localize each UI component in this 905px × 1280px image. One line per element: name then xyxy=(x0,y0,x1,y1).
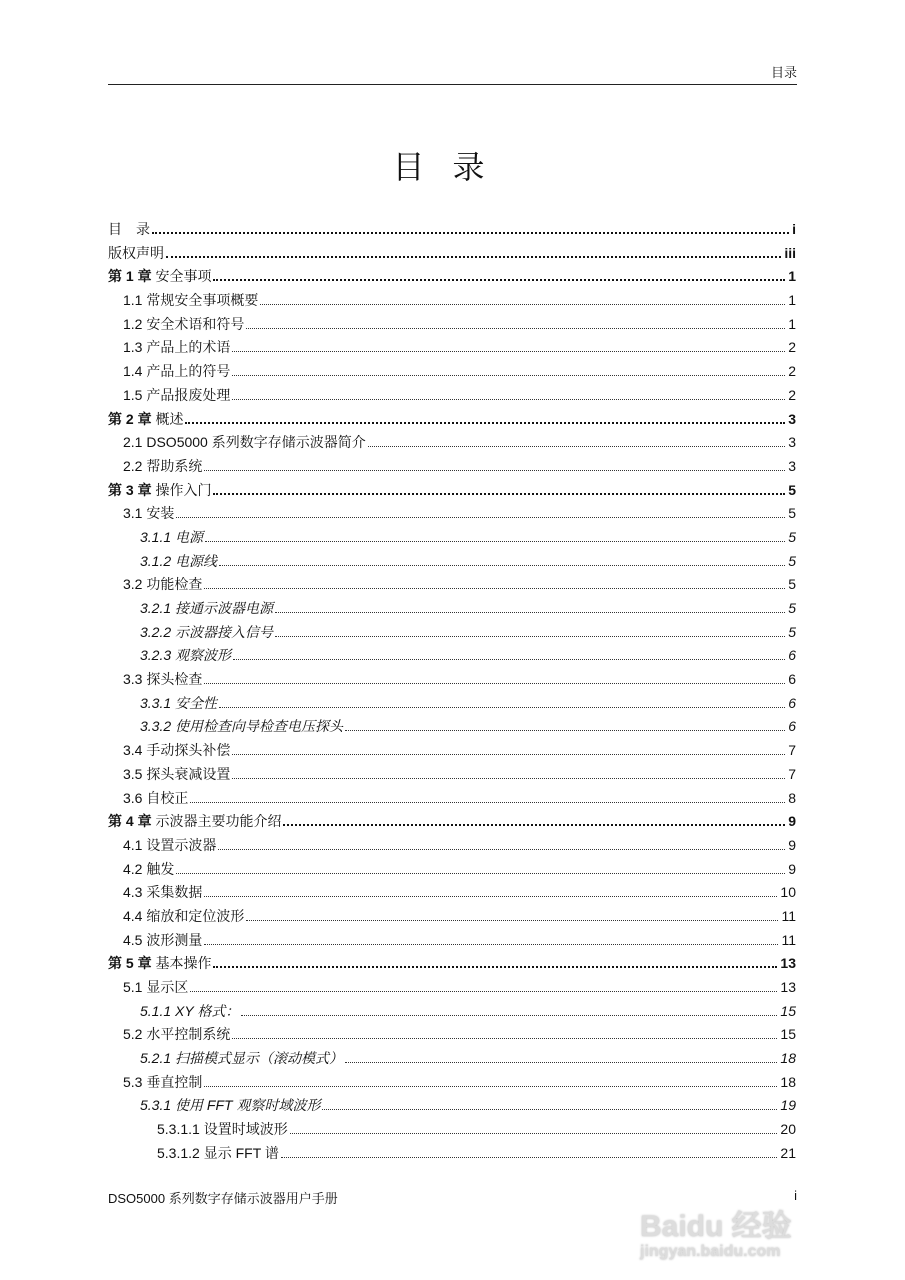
toc-entry-number: 1.1 xyxy=(123,292,143,309)
toc-entry-text: 安全性 xyxy=(175,694,218,711)
toc-entry-text: 扫描模式显示（滚动模式） xyxy=(175,1050,344,1067)
toc-entry-text: 安全术语和符号 xyxy=(146,315,245,332)
toc-entry-page: 18 xyxy=(780,1073,796,1090)
toc-entry-page: 1 xyxy=(788,315,796,332)
toc-entry-page: 3 xyxy=(788,410,796,427)
toc-entry-label xyxy=(140,1095,321,1115)
toc-entry-text: 电源线 xyxy=(175,552,218,569)
dot-leader xyxy=(246,920,778,921)
toc-entry[interactable] xyxy=(108,788,796,812)
dot-leader xyxy=(213,493,785,495)
toc-entry-page: 5 xyxy=(788,481,796,498)
toc-entry-number: 3.1.2 xyxy=(140,552,172,569)
dot-leader xyxy=(275,612,785,613)
toc-entry-label xyxy=(123,456,203,476)
toc-entry[interactable] xyxy=(108,953,796,977)
toc-entry-number: 2.2 xyxy=(123,457,143,474)
toc-entry-number: 5.2 xyxy=(123,1026,143,1043)
toc-entry-number: 5.3.1.1 xyxy=(157,1121,200,1138)
toc-entry-number: 2.1 xyxy=(123,434,143,451)
toc-entry-number: 第 3 章 xyxy=(108,481,152,498)
toc-entry-label xyxy=(108,266,212,286)
toc-entry-number: 3.2.1 xyxy=(140,600,172,616)
toc-entry-label xyxy=(123,930,203,950)
toc-entry-text: 触发 xyxy=(146,860,175,877)
toc-entry-label xyxy=(123,669,203,689)
toc-entry-text: XY 格式： xyxy=(175,1002,240,1019)
toc-entry-label xyxy=(123,764,231,784)
dot-leader xyxy=(218,849,785,850)
toc-entry-label xyxy=(123,361,231,381)
dot-leader xyxy=(233,659,785,660)
toc-entry[interactable] xyxy=(108,551,796,575)
toc-entry-text: 水平控制系统 xyxy=(146,1026,231,1043)
toc-entry[interactable] xyxy=(108,645,796,669)
dot-leader xyxy=(283,824,785,826)
toc-entry-label xyxy=(140,1048,344,1068)
toc-entry-page: 1 xyxy=(788,268,796,285)
toc-entry[interactable] xyxy=(108,598,796,622)
toc-entry-page: 8 xyxy=(788,789,796,806)
toc-entry[interactable] xyxy=(108,1048,796,1072)
toc-entry-page: 7 xyxy=(788,742,796,759)
toc-entry[interactable] xyxy=(108,1072,796,1096)
toc-entry-number: 第 4 章 xyxy=(108,813,152,830)
toc-entry-text: 产品上的符号 xyxy=(146,363,231,380)
dot-leader xyxy=(204,588,785,589)
dot-leader xyxy=(213,966,777,968)
toc-entry-page: 20 xyxy=(780,1121,796,1138)
toc-entry-page: 2 xyxy=(788,339,796,356)
toc-entry-number: 5.1.1 xyxy=(140,1002,172,1019)
dot-leader xyxy=(368,446,785,447)
dot-leader xyxy=(204,470,785,471)
toc-entry-page: 5 xyxy=(788,600,796,616)
dot-leader xyxy=(232,778,785,779)
toc-entry[interactable] xyxy=(108,527,796,551)
dot-leader xyxy=(232,1038,777,1039)
toc-entry-label xyxy=(108,243,165,263)
toc-entry[interactable] xyxy=(108,314,796,338)
dot-leader xyxy=(204,1086,777,1087)
toc-entry-text: DSO5000 系列数字存储示波器简介 xyxy=(146,434,366,451)
toc-entry-text: 使用 FFT 观察时域波形 xyxy=(175,1097,321,1114)
toc-entry-text: 目 录 xyxy=(108,221,150,237)
toc-entry-number: 5.3.1.2 xyxy=(157,1144,200,1161)
dot-leader xyxy=(232,375,785,376)
toc-entry-number: 5.1 xyxy=(123,979,143,995)
page-footer xyxy=(108,1188,797,1207)
dot-leader xyxy=(281,1157,778,1158)
toc-entry-text: 使用检查向导检查电压探头 xyxy=(175,718,344,735)
dot-leader xyxy=(290,1133,778,1134)
toc-entry-text: 示波器主要功能介绍 xyxy=(155,813,282,830)
toc-entry-label xyxy=(140,527,204,547)
toc-entry[interactable] xyxy=(108,882,796,906)
toc-entry-label xyxy=(123,314,245,334)
toc-entry[interactable] xyxy=(108,1095,796,1119)
table-of-contents xyxy=(108,219,796,1167)
toc-entry-text: 自校正 xyxy=(146,789,189,806)
toc-entry-page: i xyxy=(792,221,796,237)
toc-entry-label xyxy=(123,574,203,594)
toc-entry-label xyxy=(123,859,175,879)
toc-entry[interactable] xyxy=(108,669,796,693)
toc-entry-page: 15 xyxy=(780,1026,796,1043)
toc-entry-page: 9 xyxy=(788,813,796,830)
dot-leader xyxy=(190,991,777,992)
toc-entry-number: 3.2.3 xyxy=(140,647,172,664)
toc-entry[interactable] xyxy=(108,337,796,361)
dot-leader xyxy=(185,422,785,424)
dot-leader xyxy=(260,304,785,305)
dot-leader xyxy=(241,1015,777,1016)
toc-entry-page: 9 xyxy=(788,860,796,877)
toc-entry-text: 设置示波器 xyxy=(146,836,217,853)
toc-entry-text: 安全事项 xyxy=(155,268,212,285)
toc-entry-page: 5 xyxy=(788,576,796,593)
toc-entry[interactable] xyxy=(108,1001,796,1025)
toc-entry[interactable] xyxy=(108,409,796,433)
toc-entry-label xyxy=(140,551,218,571)
baidu-watermark xyxy=(640,1212,792,1260)
footer-title: DSO5000 系列数字存储示波器用户手册 xyxy=(108,1191,338,1206)
toc-entry-number: 第 2 章 xyxy=(108,410,152,427)
dot-leader xyxy=(345,1062,777,1063)
toc-entry-number: 4.5 xyxy=(123,931,143,948)
dot-leader xyxy=(322,1109,777,1110)
toc-entry-number: 4.4 xyxy=(123,907,143,924)
toc-entry-text: 基本操作 xyxy=(155,955,212,972)
toc-entry[interactable] xyxy=(108,835,796,859)
dot-leader xyxy=(219,707,785,708)
toc-entry[interactable] xyxy=(108,693,796,717)
toc-entry-text: 探头衰减设置 xyxy=(146,765,231,782)
toc-entry[interactable] xyxy=(108,859,796,883)
toc-entry-number: 1.3 xyxy=(123,339,143,356)
toc-entry-label xyxy=(108,219,151,239)
toc-entry-number: 3.1.1 xyxy=(140,528,172,545)
toc-entry-number: 3.2.2 xyxy=(140,623,172,640)
dot-leader xyxy=(176,517,785,518)
toc-entry-label xyxy=(140,622,274,642)
toc-entry-number: 第 5 章 xyxy=(108,955,152,972)
toc-entry-number: 3.2 xyxy=(123,576,143,593)
toc-entry-text: 探头检查 xyxy=(146,671,203,688)
dot-leader xyxy=(232,351,785,352)
toc-entry-page: 5 xyxy=(788,528,796,545)
toc-entry-label xyxy=(140,1001,240,1021)
toc-entry-label xyxy=(123,290,259,310)
dot-leader xyxy=(176,873,785,874)
toc-entry-page: 19 xyxy=(780,1097,796,1114)
toc-entry-page: 13 xyxy=(780,979,796,995)
toc-entry-label xyxy=(140,716,344,736)
toc-entry-text: 示波器接入信号 xyxy=(175,623,274,640)
watermark-logo: Baidu 经验 xyxy=(640,1210,792,1243)
toc-entry[interactable] xyxy=(108,977,796,1001)
toc-entry-text: 产品上的术语 xyxy=(146,339,231,356)
toc-entry-page: 1 xyxy=(788,292,796,309)
toc-entry[interactable] xyxy=(108,480,796,504)
toc-entry-label xyxy=(157,1143,280,1163)
toc-entry-number: 3.5 xyxy=(123,765,143,782)
dot-leader xyxy=(152,232,789,234)
toc-entry-number: 3.4 xyxy=(123,742,143,759)
toc-entry-label xyxy=(123,906,245,926)
toc-entry-text: 电源 xyxy=(175,528,204,545)
toc-entry-label xyxy=(108,811,282,831)
toc-entry[interactable] xyxy=(108,740,796,764)
toc-entry[interactable] xyxy=(108,385,796,409)
watermark-url: jingyan.baidu.com xyxy=(640,1243,781,1260)
toc-entry-label xyxy=(123,385,231,405)
toc-entry[interactable] xyxy=(108,361,796,385)
toc-entry-text: 显示区 xyxy=(146,979,189,995)
toc-entry[interactable] xyxy=(108,456,796,480)
toc-entry-number: 4.3 xyxy=(123,884,143,901)
toc-entry-label xyxy=(123,432,367,452)
toc-entry-text: 波形测量 xyxy=(146,931,203,948)
toc-entry-text: 概述 xyxy=(155,410,184,427)
toc-entry-label xyxy=(123,835,217,855)
toc-entry-text: 操作入门 xyxy=(155,481,212,498)
toc-entry-page: 6 xyxy=(788,718,796,735)
toc-entry[interactable] xyxy=(108,764,796,788)
toc-entry-page: 21 xyxy=(780,1144,796,1161)
toc-entry-text: 手动探头补偿 xyxy=(146,742,231,759)
toc-entry-label xyxy=(123,1024,231,1044)
toc-entry-page: 18 xyxy=(780,1050,796,1067)
toc-entry-label xyxy=(157,1119,289,1139)
toc-entry[interactable] xyxy=(108,243,796,267)
toc-entry-page: 5 xyxy=(788,552,796,569)
toc-entry[interactable] xyxy=(108,716,796,740)
toc-entry[interactable] xyxy=(108,811,796,835)
dot-leader xyxy=(246,328,785,329)
toc-entry-text: 缩放和定位波形 xyxy=(146,907,245,924)
dot-leader xyxy=(232,754,785,755)
dot-leader xyxy=(275,636,785,637)
toc-entry-text: 设置时域波形 xyxy=(203,1121,288,1138)
toc-entry-text: 采集数据 xyxy=(146,884,203,901)
toc-entry-number: 4.2 xyxy=(123,860,143,877)
toc-entry-number: 1.2 xyxy=(123,315,143,332)
toc-entry-page: 11 xyxy=(781,931,796,948)
toc-entry[interactable] xyxy=(108,906,796,930)
toc-entry-label xyxy=(123,503,175,523)
dot-leader xyxy=(219,565,785,566)
dot-leader xyxy=(213,279,785,281)
toc-entry-text: 观察波形 xyxy=(175,647,232,664)
toc-entry-page: 15 xyxy=(780,1002,796,1019)
footer-page-number: i xyxy=(794,1188,797,1203)
toc-entry-text: 接通示波器电源 xyxy=(175,600,274,616)
dot-leader xyxy=(204,944,778,945)
toc-entry-page: 5 xyxy=(788,623,796,640)
toc-entry-label xyxy=(108,480,212,500)
toc-entry-text: 安装 xyxy=(146,505,175,522)
toc-entry-label xyxy=(123,977,189,997)
dot-leader xyxy=(345,730,785,731)
toc-entry-page: 9 xyxy=(788,836,796,853)
toc-entry-number: 3.3 xyxy=(123,671,143,688)
toc-entry-page: 13 xyxy=(780,955,796,972)
toc-entry-label xyxy=(140,645,232,665)
toc-entry-label xyxy=(123,882,203,902)
toc-entry[interactable] xyxy=(108,930,796,954)
toc-entry-label xyxy=(123,740,231,760)
running-header: 目录 xyxy=(108,62,797,85)
toc-entry[interactable] xyxy=(108,266,796,290)
toc-entry-label xyxy=(140,598,274,618)
dot-leader xyxy=(232,399,785,400)
toc-entry-number: 1.5 xyxy=(123,386,143,403)
toc-entry-page: 3 xyxy=(788,434,796,451)
dot-leader xyxy=(190,802,785,803)
toc-entry-page: iii xyxy=(784,244,796,261)
toc-entry-number: 3.6 xyxy=(123,789,143,806)
toc-entry-text: 垂直控制 xyxy=(146,1073,203,1090)
page-title: 目录 xyxy=(392,148,513,186)
toc-entry-text: 显示 FFT 谱 xyxy=(203,1144,279,1161)
toc-entry-text: 常规安全事项概要 xyxy=(146,292,259,309)
toc-entry[interactable] xyxy=(108,1024,796,1048)
toc-entry-label xyxy=(140,693,218,713)
toc-entry-number: 第 1 章 xyxy=(108,268,152,285)
toc-entry-label xyxy=(108,409,184,429)
toc-entry-page: 7 xyxy=(788,765,796,782)
toc-entry-number: 3.3.1 xyxy=(140,694,172,711)
toc-entry-text: 帮助系统 xyxy=(146,457,203,474)
toc-entry-text: 功能检查 xyxy=(146,576,203,593)
toc-entry[interactable] xyxy=(108,432,796,456)
toc-entry-number: 4.1 xyxy=(123,836,143,853)
toc-entry-page: 6 xyxy=(788,694,796,711)
toc-entry[interactable] xyxy=(108,1119,796,1143)
toc-entry-page: 6 xyxy=(788,671,796,688)
toc-entry-page: 10 xyxy=(780,884,796,901)
toc-entry-page: 6 xyxy=(788,647,796,664)
toc-entry[interactable] xyxy=(108,503,796,527)
toc-entry-number: 5.2.1 xyxy=(140,1050,172,1067)
toc-entry[interactable] xyxy=(108,622,796,646)
dot-leader xyxy=(166,256,781,258)
toc-entry[interactable] xyxy=(108,290,796,314)
toc-entry[interactable] xyxy=(108,574,796,598)
toc-entry-number: 3.1 xyxy=(123,505,143,522)
toc-entry-label xyxy=(123,337,231,357)
toc-entry-text: 产品报废处理 xyxy=(146,386,231,403)
toc-entry-number: 5.3 xyxy=(123,1073,143,1090)
dot-leader xyxy=(205,541,785,542)
toc-entry[interactable] xyxy=(108,219,796,243)
toc-entry-text: 版权声明 xyxy=(108,244,164,261)
toc-entry-page: 11 xyxy=(781,907,796,924)
toc-entry[interactable] xyxy=(108,1143,796,1167)
toc-entry-number: 3.3.2 xyxy=(140,718,172,735)
toc-entry-label xyxy=(108,953,212,973)
dot-leader xyxy=(204,683,785,684)
toc-entry-number: 5.3.1 xyxy=(140,1097,172,1114)
dot-leader xyxy=(204,896,777,897)
toc-entry-number: 1.4 xyxy=(123,363,143,380)
toc-entry-label xyxy=(123,1072,203,1092)
toc-entry-page: 3 xyxy=(788,457,796,474)
toc-entry-page: 5 xyxy=(788,505,796,522)
toc-entry-page: 2 xyxy=(788,363,796,380)
toc-entry-page: 2 xyxy=(788,386,796,403)
toc-entry-label xyxy=(123,788,189,808)
